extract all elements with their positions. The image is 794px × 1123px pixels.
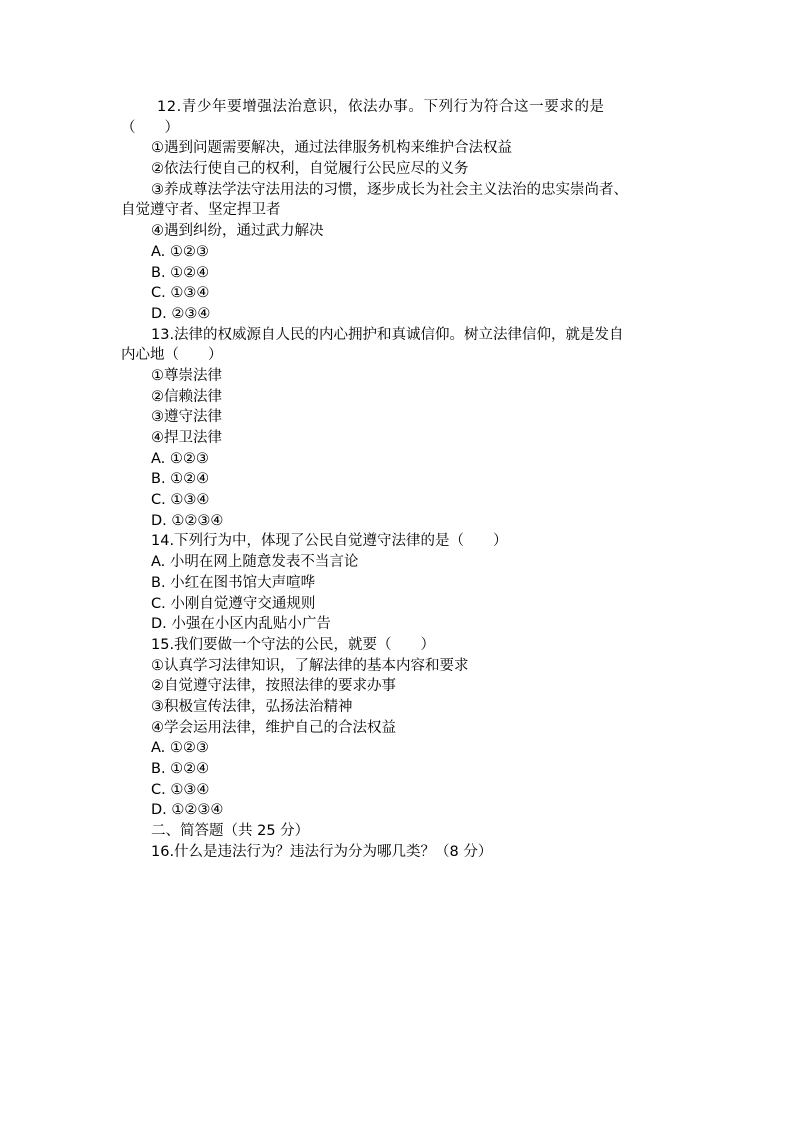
q12-item-2: ②依法行使自己的权利，自觉履行公民应尽的义务 bbox=[151, 161, 469, 178]
q15-item-2: ②自觉遵守法律，按照法律的要求办事 bbox=[151, 678, 396, 695]
q14-option-c: C. 小刚自觉遵守交通规则 bbox=[151, 595, 316, 612]
q15-item-3: ③积极宣传法律，弘扬法治精神 bbox=[151, 698, 353, 715]
q13-item-1: ①尊崇法律 bbox=[151, 367, 222, 384]
q15-item-4: ④学会运用法律，维护自己的合法权益 bbox=[151, 719, 396, 736]
exam-content bbox=[121, 97, 661, 862]
q13-item-2: ②信赖法律 bbox=[151, 388, 222, 405]
q13-stem-line1: 13.法律的权威源自人民的内心拥护和真诚信仰。树立法律信仰，就是发自 bbox=[151, 326, 624, 343]
q12-item-4: ④遇到纠纷，通过武力解决 bbox=[151, 223, 324, 240]
q13-item-4: ④捍卫法律 bbox=[151, 430, 222, 446]
q15-option-c: C. ①③④ bbox=[151, 781, 210, 798]
q13-stem-line2: 内心地（ ） bbox=[121, 347, 223, 364]
q14-option-a: A. 小明在网上随意发表不当言论 bbox=[151, 554, 359, 571]
q16-stem: 16.什么是违法行为？违法行为分为哪几类？（8 分） bbox=[151, 843, 493, 860]
q14-option-d: D. 小强在小区内乱贴小广告 bbox=[151, 616, 331, 633]
q15-stem: 15.我们要做一个守法的公民，就要（ ） bbox=[151, 636, 436, 653]
q12-option-d: D. ②③④ bbox=[151, 305, 211, 322]
q15-option-d: D. ①②③④ bbox=[151, 802, 224, 819]
q12-stem-line1: 12.青少年要增强法治意识，依法办事。下列行为符合这一要求的是 bbox=[157, 99, 605, 115]
q15-option-b: B. ①②④ bbox=[151, 761, 210, 777]
q14-option-b: B. 小红在图书馆大声喧哗 bbox=[151, 574, 316, 591]
q12-option-b: B. ①②④ bbox=[151, 264, 210, 281]
q13-option-c: C. ①③④ bbox=[151, 492, 210, 509]
q12-item-3: ③养成尊法学法守法用法的习惯，逐步成长为社会主义法治的忠实崇尚者、 bbox=[151, 181, 628, 198]
q14-stem: 14.下列行为中，体现了公民自觉遵守法律的是（ ） bbox=[151, 533, 508, 550]
q12-stem-line2: （ ） bbox=[121, 119, 179, 136]
q13-option-b: B. ①②④ bbox=[151, 471, 210, 488]
q13-option-a: A. ①②③ bbox=[151, 450, 209, 467]
section-heading: 二、简答题（共 25 分） bbox=[151, 823, 310, 840]
q12-item-3-cont: 自觉遵守者、坚定捍卫者 bbox=[121, 202, 281, 219]
q15-item-1: ①认真学习法律知识，了解法律的基本内容和要求 bbox=[151, 657, 469, 674]
q13-item-3: ③遵守法律 bbox=[151, 409, 222, 426]
q15-option-a: A. ①②③ bbox=[151, 740, 209, 757]
q13-option-d: D. ①②③④ bbox=[151, 512, 224, 529]
q12-item-1: ①遇到问题需要解决，通过法律服务机构来维护合法权益 bbox=[151, 140, 512, 157]
q12-option-c: C. ①③④ bbox=[151, 285, 210, 302]
q12-option-a: A. ①②③ bbox=[151, 243, 209, 260]
